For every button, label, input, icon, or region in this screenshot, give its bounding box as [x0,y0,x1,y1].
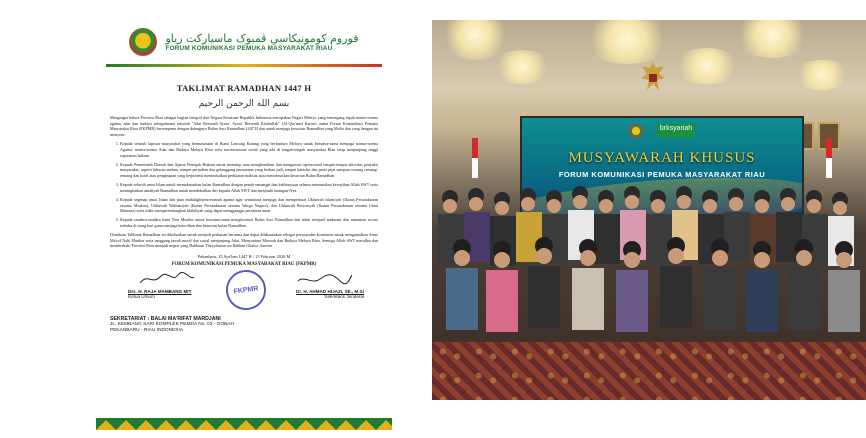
signer-left [128,289,191,299]
ceiling-light [732,20,812,58]
official-stamp: FKPMR [223,267,268,312]
signer-left-name: Drs. H. RAJA MAMBANG MIT [128,288,192,294]
ceiling-light [672,48,742,84]
letterhead-org-name: FORUM KOMUNIKASI PEMUKA MASYARAKAT RIAU [165,45,333,52]
signer-right-name: Dr. H. AHMAD HIJAZI, SE., M.Si [296,288,364,294]
signing-forum-name: FORUM KOMUNIKASI PEMUKA MASYARAKAT RIAU (FKPMR) [171,261,317,267]
garuda-emblem-icon [640,60,666,100]
letterhead-arabic: فوروم کومونيکاسي ڤمبوک ماسيارکت رياو [165,32,359,45]
ceiling-light [492,50,552,84]
sponsor-logo: brksyariah [657,124,695,138]
intro-paragraph: Mengingat bahwa Provinsi Riau sebagai bagian integral dari Negara Kesatuan Republik Indonesia merupakan Negeri Melayu yang memegang teguh norma-norma agama, adat dan budaya sebagaimana falsafah "Adat Bersendi Syara', Syara' Bersendi Kitabullah" (Al-Qur'anul Karim), maka Forum Komunikasi Pemuka Masyarakat Riau (FKPMR) bersempena dengan datangnya Bulan Suci Ramadhan 1447 H dan untuk menjaga kesucian Ramadhan yang Mulia dan yang dengan ini menyeru: [110,115,378,137]
ceiling-light [792,60,852,90]
carpet-floor [432,342,866,400]
letterhead-divider [106,64,382,67]
closing-paragraph: Demikian Taklimat Ramadhan ini dikeluarkan untuk menjadi perhatian bersama dan dapat dilaksanakan sebagai perwujudan komitmen untuk mengamalkan Amar Ma'ruf Nahi Munkar serta tanggung jawab moral dan sosial menjunjung Adat, Menyantuni Marwah dan Budaya Melayu Riau. Semoga Allah SWT meridhai dan memberkahi Provinsi Riau menjadi negeri yang Baldatun Thayyibatun wa Rabbun Ghafur. Aamiin. [110,232,378,249]
point-item: 4. Kepada segenap umat Islam dan para mubaligh/penceramah agama agar senantiasa menjaga dan memperkuat Ukhuwah Islamiyah (Ikatan Persaudaraan sesama Muslim), Ukhuwah Wathaniyah (Ikatan Persaudaraan sesama Warga Negara), dan Ukhuwah Basyariyah (Ikatan Persaudaraan sesama Umat Manusia) serta tidak mempertentangkan khilafiyah yang dapat mengganggu persatuan umat. [120,197,378,214]
declaration-document [96,22,392,430]
point-item: 3. Kepada seluruh umat Islam untuk memakmurkan bulan Ramadhan dengan penuh semangat dan kekhusyuan selama menunaikan kewajiban Allah SWT serta meningkatkan amaliyah Ramadhan untuk mendekatkan diri kepada Allah SWT dan menjauhi larangan-Nya. [120,182,378,193]
screen-title: MUSYAWARAH KHUSUS [568,150,756,166]
signer-right-role: Sekretaris Jenderal [324,293,364,299]
ceiling-light [582,20,672,64]
bismillah-calligraphy: بسم الله الرحمن الرحيم [198,99,290,109]
point-item: 2. Kepada Pemerintah Daerah dan Aparat Penegak Hukum untuk menutup atau menghentikan dan mengawasi operasional tempat-tempat aktivitas penyakit masyarakat, seperti hiburan malam, tempat perjudian dan gelanggang permainan yang berbau judi, tempat karaoke dan panti pijat maupun warung remang-remang dan hotel atau penginapan yang berpotensi menimbulkan perbuatan maksiat atau mencemarkan kesucian Bulan Ramadhan. [120,162,378,179]
document-date: Pekanbaru, 25 Sya'ban 1447 H / 13 Februari 2026 M [197,253,291,259]
points-list [110,141,378,228]
secretariat-address-line2: PEKANBARU - RIAU INDONESIA [110,328,184,334]
screen-logos [522,124,802,138]
signature-block [114,269,374,311]
document-letterhead [96,22,392,62]
signer-left-role: Ketua Umum [128,293,155,299]
fkpmr-logo-icon [129,28,157,56]
point-item: 5. Kepada saudara-saudara kami Non Muslim untuk bersama-sama menghormati Bulan Suci Ramadhan dan tidak menjual makanan dan minuman secara terbuka di siang hari guna menjaga ketertiban dan kesucian bulan Ramadhan. [120,217,378,228]
point-item: 1. Kepada seluruh lapisan masyarakat yang bermastautin di Bumi Lancang Kuning yang berbudaya Melayu untuk bersama-sama menjaga norma-norma Agama, norma-norma Adat dan Budaya Melayu Riau serta norma-norma sosial yang ada di tengah-tengah masyarakat Riau tetap menjunjung tinggi supremasi hukum. [120,141,378,158]
secretariat-label: SEKRETARIAT : BALAI MA'RIFAT MARDJANI [110,315,221,322]
ceiling-light [440,20,510,60]
secretariat-address [110,317,378,334]
attendee-group [432,170,866,350]
secretariat-address-line1: JL. KEMBANG SARI KOMPLEK PEMDA No. 03 - GOBAH [110,322,234,328]
document-body [110,115,378,228]
signature-right-icon [296,271,354,287]
fkpmr-logo-icon [629,124,643,138]
event-group-photo [432,20,866,400]
signature-left-icon [138,271,196,287]
screen-subtitle: FORUM KOMUNIKASI PEMUKA MASYARAKAT RIAU [558,170,766,179]
signer-right [296,289,364,299]
document-footer-ornament [96,418,392,430]
document-title: TAKLIMAT RAMADHAN 1447 H [176,83,312,93]
